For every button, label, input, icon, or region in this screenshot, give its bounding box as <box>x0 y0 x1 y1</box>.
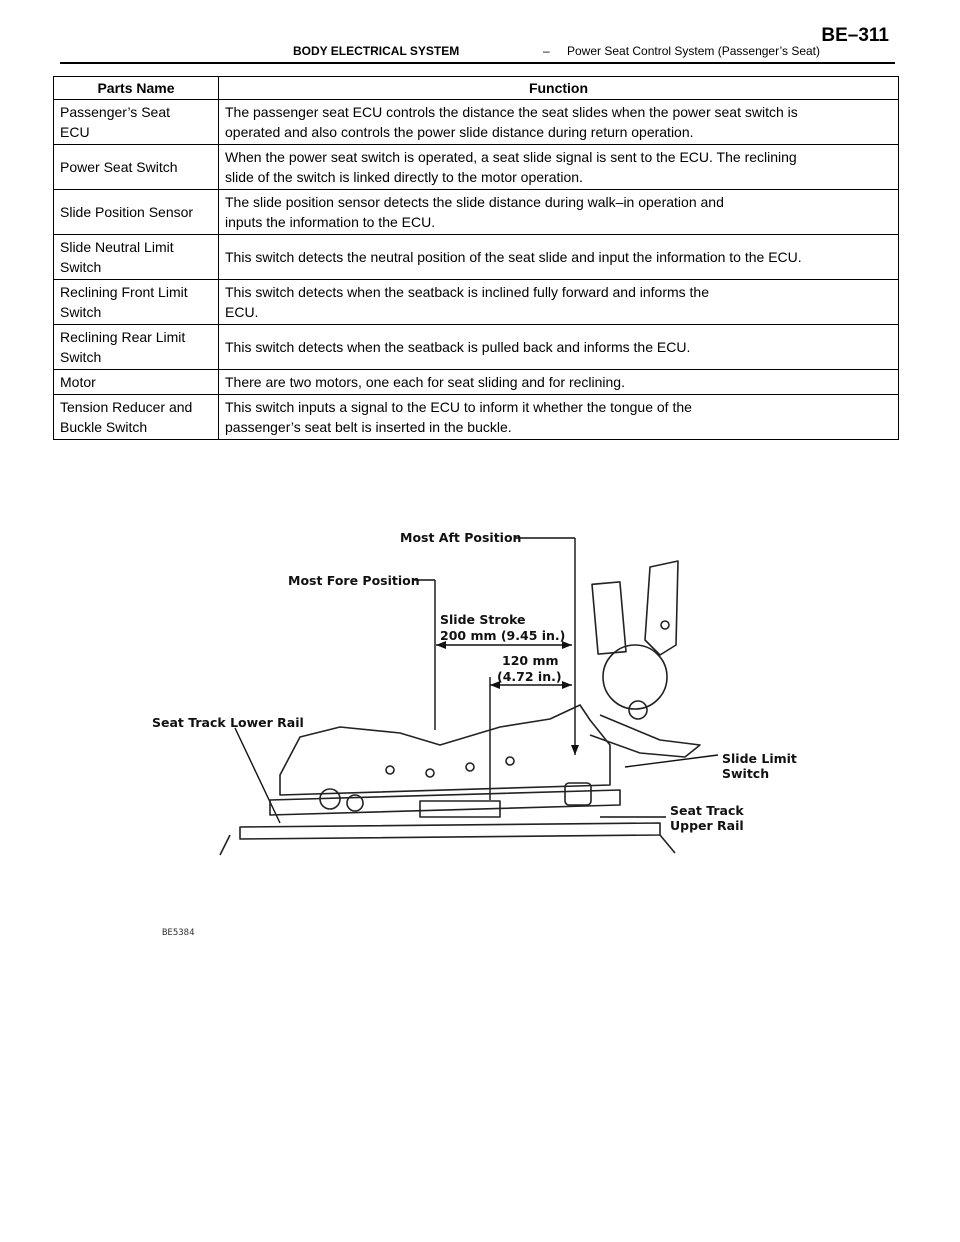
lower-rail <box>240 823 660 839</box>
part-function: When the power seat switch is operated, a seat slide signal is sent to the ECU. The reclining slide of the switch is linked directly to the motor operation. <box>219 145 899 190</box>
part-function: This switch inputs a signal to the ECU to inform it whether the tongue of the passenger’s seat belt is inserted in the buckle. <box>219 395 899 440</box>
part-function: This switch detects when the seatback is pulled back and informs the ECU. <box>219 325 899 370</box>
part-name: Passenger’s Seat ECU <box>54 100 219 145</box>
header-subtitle: Power Seat Control System (Passenger’s Seat) <box>567 44 821 58</box>
label-upper-rail-2: Upper Rail <box>670 818 744 833</box>
part-name: Slide Position Sensor <box>54 190 219 235</box>
label-slide-limit-switch: Switch <box>722 766 770 781</box>
bolt-hole <box>426 769 434 777</box>
part-function: This switch detects the neutral position of the seat slide and input the information to the ECU. <box>219 235 899 280</box>
part-name: Tension Reducer and Buckle Switch <box>54 395 219 440</box>
label-slide-stroke: Slide Stroke <box>440 612 526 627</box>
table-row <box>54 100 899 145</box>
pivot <box>661 621 669 629</box>
part-name: Reclining Front Limit Switch <box>54 280 219 325</box>
table-row <box>54 280 899 325</box>
part-function: There are two motors, one each for seat sliding and for reclining. <box>219 370 899 395</box>
table-row <box>54 190 899 235</box>
table-row <box>54 370 899 395</box>
part-function: This switch detects when the seatback is inclined fully forward and informs the ECU. <box>219 280 899 325</box>
recliner-bracket <box>645 561 678 655</box>
part-function: The slide position sensor detects the slide distance during walk–in operation and inputs the information to the ECU. <box>219 190 899 235</box>
seat-track-diagram <box>140 505 840 950</box>
label-slide-limit: Slide Limit <box>722 751 797 766</box>
recliner-motor <box>603 645 667 709</box>
figure-code: BE5384 <box>162 928 195 938</box>
label-most-fore: Most Fore Position <box>288 573 420 588</box>
header-separator: – <box>543 44 550 58</box>
bolt-hole <box>386 766 394 774</box>
recliner-link <box>590 715 700 757</box>
seat-track-illustration <box>140 505 840 950</box>
part-name: Power Seat Switch <box>54 145 219 190</box>
label-slide-stroke-value: 200 mm (9.45 in.) <box>440 628 566 643</box>
pivot <box>629 701 647 719</box>
label-lower-rail: Seat Track Lower Rail <box>152 715 304 730</box>
label-dim-120: 120 mm <box>502 653 559 668</box>
page-number: BE–311 <box>821 25 889 46</box>
table-row <box>54 395 899 440</box>
parts-function-table <box>53 76 899 440</box>
part-name: Motor <box>54 370 219 395</box>
part-name: Reclining Rear Limit Switch <box>54 325 219 370</box>
table-header-row <box>54 77 899 100</box>
leader-lower-rail <box>235 728 280 823</box>
label-most-aft: Most Aft Position <box>400 530 522 545</box>
bolt-hole <box>466 763 474 771</box>
table-row <box>54 325 899 370</box>
seat-track-mechanism <box>220 561 700 855</box>
recliner-motor-case <box>592 582 626 654</box>
arrowhead <box>571 745 579 755</box>
arrowhead <box>562 681 572 689</box>
column-header-parts-name: Parts Name <box>54 77 219 100</box>
table-row <box>54 145 899 190</box>
leader-slide-limit <box>625 755 718 767</box>
table-row <box>54 235 899 280</box>
header-section: BODY ELECTRICAL SYSTEM <box>293 44 460 58</box>
part-function: The passenger seat ECU controls the distance the seat slides when the power seat switch is operated and also controls the power slide distance during return operation. <box>219 100 899 145</box>
part-name: Slide Neutral Limit Switch <box>54 235 219 280</box>
seat-track-frame <box>280 705 610 795</box>
page-header <box>60 22 895 64</box>
bolt-hole <box>506 757 514 765</box>
label-dim-120-inches: (4.72 in.) <box>497 669 562 684</box>
column-header-function: Function <box>219 77 899 100</box>
label-upper-rail: Seat Track <box>670 803 744 818</box>
